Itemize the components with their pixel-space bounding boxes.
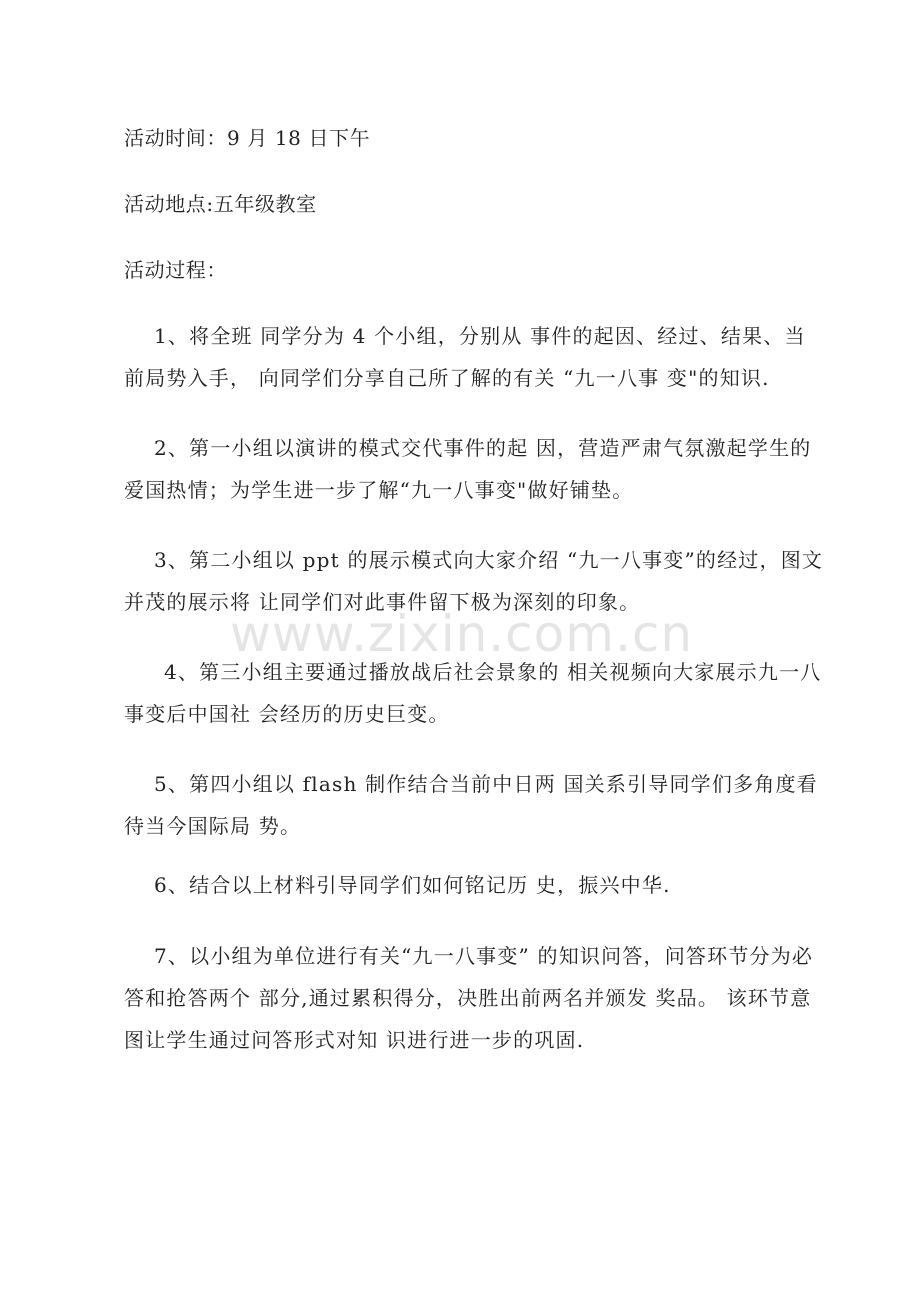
watermark: www.zixin.com.cn [230,605,694,663]
activity-place: 活动地点:五年级教室 [124,192,317,216]
activity-process-heading: 活动过程： [124,258,227,282]
paragraph-2: 2、第一小组以演讲的模式交代事件的起 因，营造严肃气氛激起学生的爱国热情；为学生进一步了解“九一八事变"做好铺垫。 [124,436,812,502]
paragraph-5: 5、第四小组以 flash 制作结合当前中日两 国关系引导同学们多角度看待当今国际局 势。 [124,772,818,838]
paragraph-6: 6、结合以上材料引导同学们如何铭记历 史，振兴中华. [154,873,671,897]
paragraph-3: 3、第二小组以 ppt 的展示模式向大家介绍 “九一八事变”的经过，图文并茂的展示将 让同学们对此事件留下极为深刻的印象。 [124,548,824,614]
activity-time: 活动时间：9 月 18 日下午 [124,126,371,150]
paragraph-4: 4、第三小组主要通过播放战后社会景象的 相关视频向大家展示九一八事变后中国社 会经历的历史巨变。 [124,660,822,726]
paragraph-1: 1、将全班 同学分为 4 个小组，分别从 事件的起因、经过、结果、当前局势入手， 向同学们分享自己所了解的有关 “九一八事 变"的知识. [124,324,806,390]
paragraph-7: 7、以小组为单位进行有关“九一八事变” 的知识问答，问答环节分为必答和抢答两个 部分,通过累积得分，决胜出前两名并颁发 奖品。 该环节意图让学生通过问答形式对知 识进行进一步的巩固. [124,944,814,1052]
